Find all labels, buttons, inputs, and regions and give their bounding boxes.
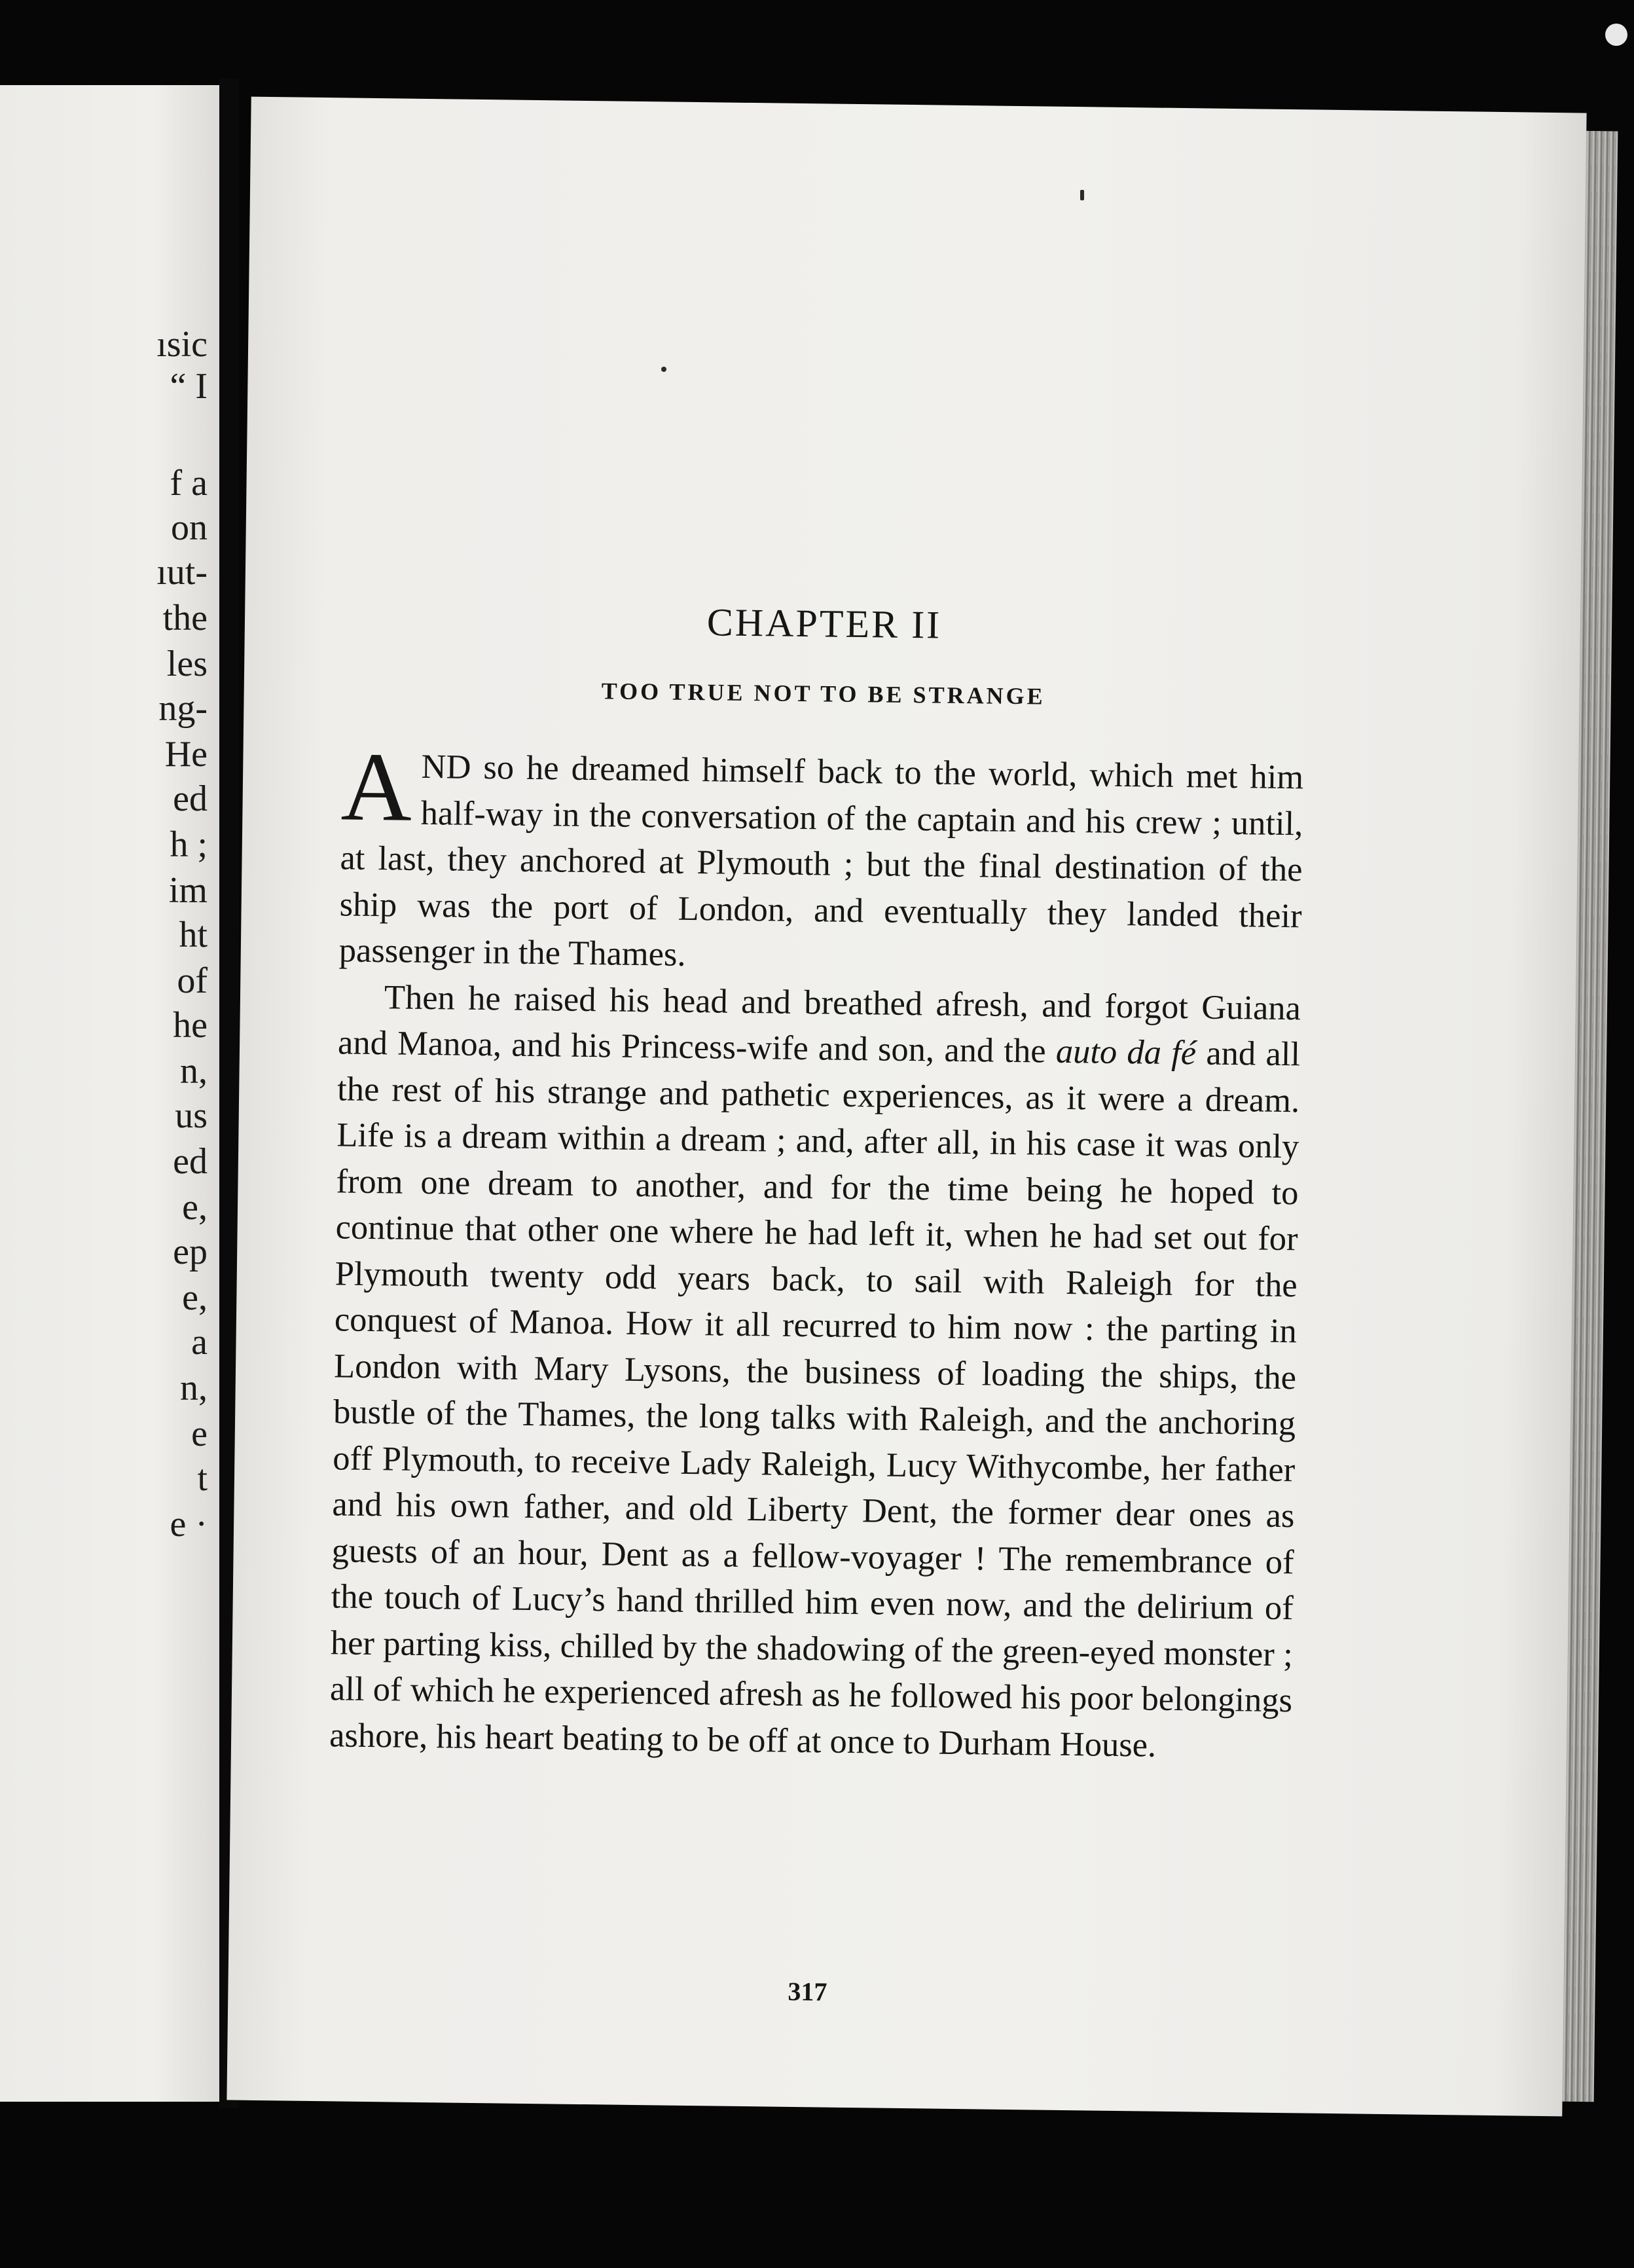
left-page-text-fragment: e,: [182, 1187, 208, 1228]
page-content: [329, 98, 1312, 2007]
left-page-fragment: [0, 85, 219, 2102]
paragraph-2-text-b: and all the rest of his strange and pathetic experiences, as it were a dream. Life is a dream within a dream ; and, after all, in his case it was only from one dream to another, and for the time being he hoped to continue that other one where he had left it, when he had set out for Plymouth twenty odd years back, to sail with Raleigh for the conquest of Manoa. How it all recurred to him now : the parting in London with Mary Lysons, the business of loading the ships, the bustle of the Thames, the long talks with Raleigh, and the anchoring off Plymouth, to receive Lady Raleigh, Lucy Withycombe, her father and his own father, and old Liberty Dent, the former dear ones as guests of an hour, Dent as a fellow-voyager ! The remembrance of the touch of Lucy’s hand thrilled him even now, and the delirium of her parting kiss, chilled by the shadowing of the green-eyed monster ; all of which he experienced afresh as he followed his poor belongings ashore, his heart beating to be off at once to Durham House.: [329, 1034, 1301, 1765]
left-page-text-fragment: e ·: [170, 1504, 208, 1545]
left-page-text-fragment: ıut-: [156, 552, 208, 593]
left-page-text-fragment: n,: [180, 1368, 208, 1408]
page-number: 317: [788, 1976, 827, 2007]
chapter-title: CHAPTER II: [706, 600, 942, 647]
right-page: [227, 97, 1586, 2117]
left-page-text-fragment: the: [162, 598, 208, 638]
scan-speck: [661, 367, 666, 372]
left-page-text-fragment: he: [173, 1005, 208, 1046]
left-page-text-fragment: on: [171, 507, 208, 548]
left-page-text-fragment: f a: [170, 463, 208, 503]
left-page-text-fragment: les: [166, 644, 208, 684]
chapter-subtitle: TOO TRUE NOT TO BE STRANGE: [601, 678, 1045, 710]
left-page-text-fragment: im: [168, 870, 208, 911]
paragraph-1-text: so he dreamed himself back to the world, which met him half-way in the conversation of the captain and his crew ; until, at last, they anchored at Plymouth ; but the final destination of the ship was the port of London, and eventually they landed their passenger in the Thames.: [338, 748, 1304, 974]
paragraph-lead: ND: [421, 747, 471, 786]
scan-speck: [1080, 190, 1084, 200]
left-page-text-fragment: us: [175, 1095, 208, 1136]
paragraph-2: [329, 974, 1301, 1770]
left-page-text-fragment: “ I: [170, 366, 208, 407]
left-page-text-fragment: ed: [173, 1141, 208, 1182]
left-page-text-fragment: n,: [180, 1051, 208, 1091]
left-page-text-fragment: He: [164, 734, 208, 775]
left-page-text-fragment: ısic: [156, 324, 208, 365]
paragraph-1: [338, 732, 1304, 985]
left-page-text-fragment: e,: [182, 1277, 208, 1318]
scan-speck: [1605, 24, 1627, 46]
paragraph-2-text-a: Then he raised his head and breathed afresh, and forgot Guiana and Manoa, and his Princess-wife and son, and the: [337, 978, 1301, 1070]
left-page-text-fragment: t: [197, 1458, 208, 1499]
chapter-body: [329, 732, 1304, 1770]
left-page-text-fragment: ed: [173, 778, 208, 819]
left-page-text-fragment: ng-: [158, 688, 208, 729]
left-page-text-fragment: ep: [173, 1232, 208, 1272]
drop-cap: A: [340, 732, 413, 842]
left-page-text-fragment: ht: [179, 915, 208, 955]
left-page-text-fragment: e: [191, 1414, 208, 1454]
left-page-text-fragment: h ;: [170, 824, 208, 865]
italic-phrase: auto da fé: [1055, 1032, 1197, 1072]
left-page-text-fragment: of: [177, 960, 208, 1001]
left-page-text-fragment: a: [191, 1322, 208, 1363]
